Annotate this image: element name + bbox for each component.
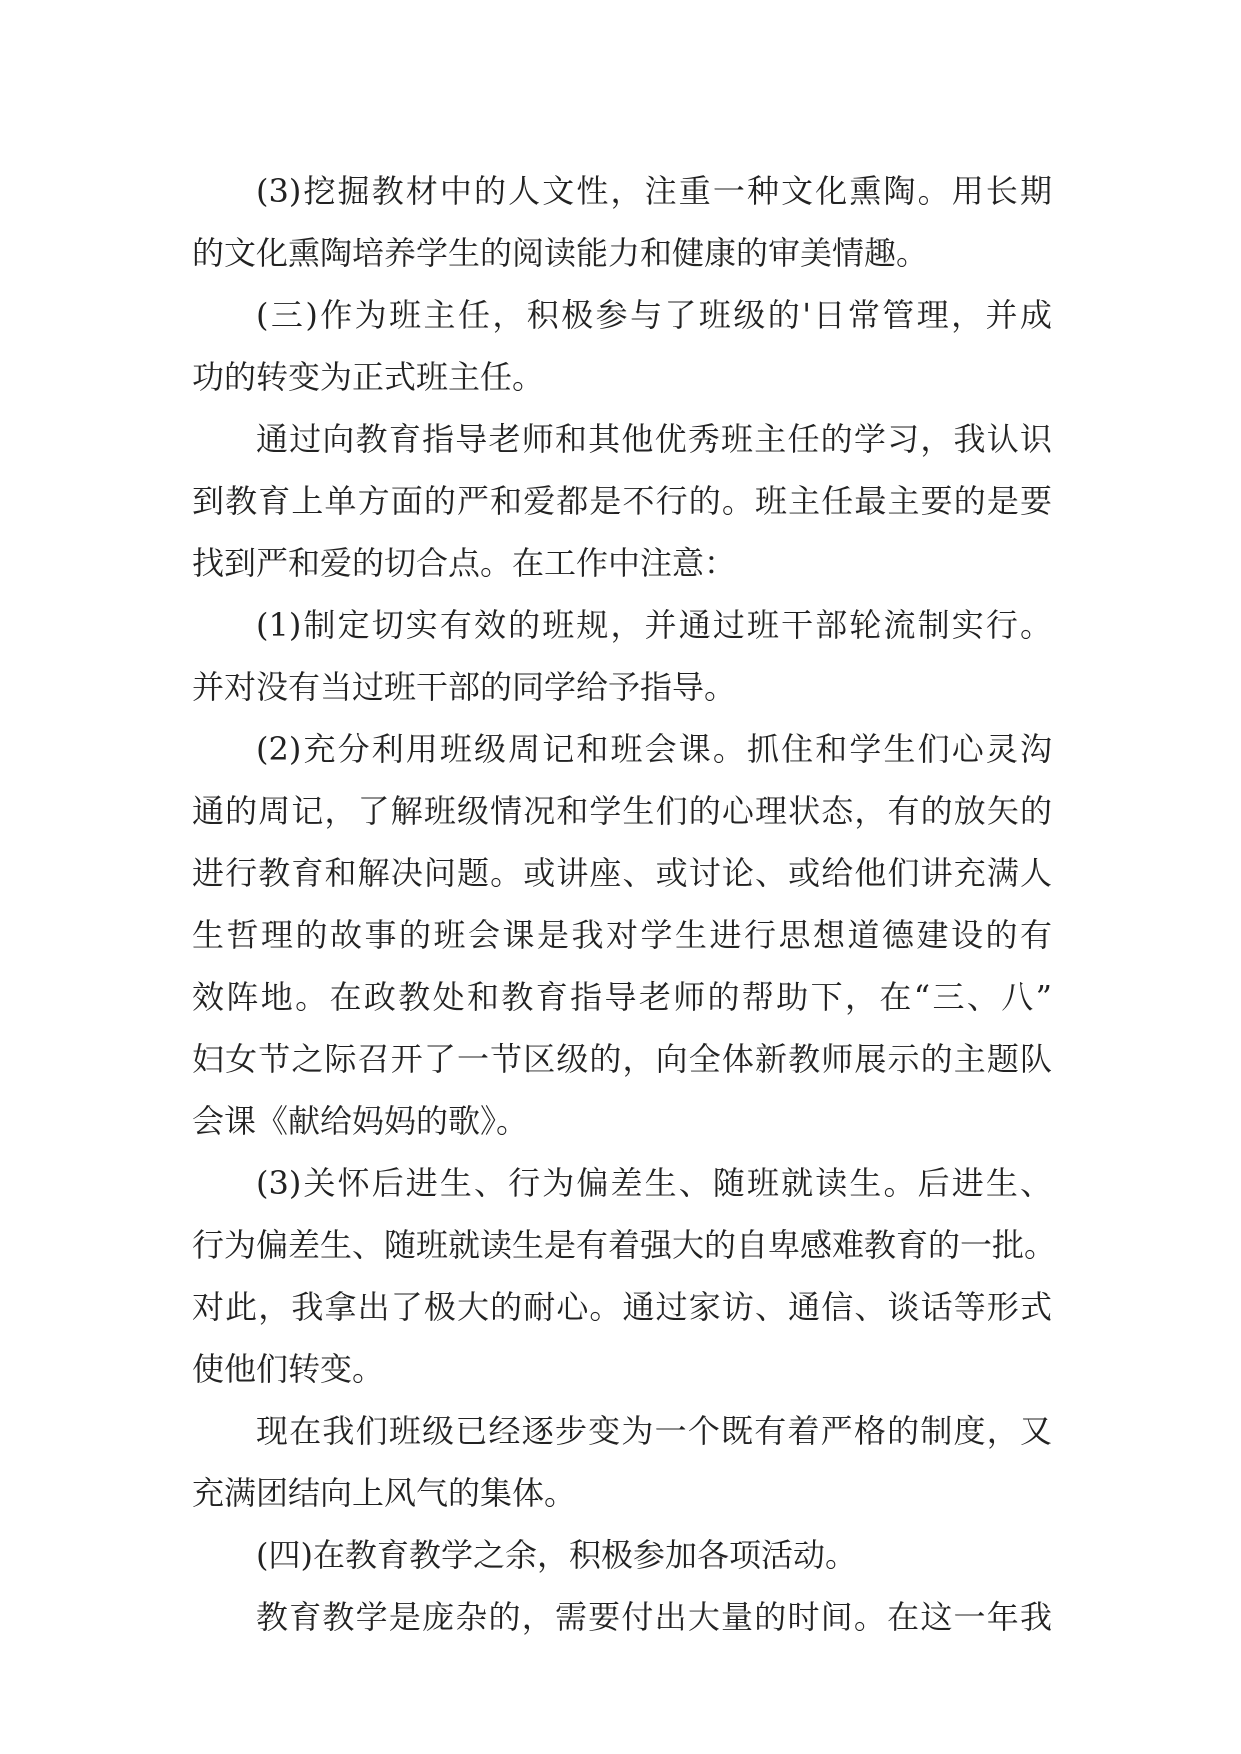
paragraph-line: 并对没有当过班干部的同学给予指导。 — [192, 668, 737, 706]
paragraph-line: 现在我们班级已经逐步变为一个既有着严格的制度，又 — [256, 1412, 1052, 1450]
paragraph-line: 使他们转变。 — [192, 1350, 385, 1388]
paragraph-line: 妇女节之际召开了一节区级的，向全体新教师展示的主题队 — [192, 1040, 1052, 1078]
body-text — [192, 160, 1057, 1648]
paragraph-line: 到教育上单方面的严和爱都是不行的。班主任最主要的是要 — [192, 482, 1052, 520]
paragraph-line: (三)作为班主任，积极参与了班级的'日常管理，并成 — [256, 296, 1052, 334]
paragraph-line: 对此，我拿出了极大的耐心。通过家访、通信、谈话等形式 — [192, 1288, 1052, 1326]
paragraph-line: 生哲理的故事的班会课是我对学生进行思想道德建设的有 — [192, 916, 1052, 954]
paragraph-line: 功的转变为正式班主任。 — [192, 358, 545, 396]
paragraph-line: (2)充分利用班级周记和班会课。抓住和学生们心灵沟 — [256, 730, 1052, 768]
paragraph-line: 充满团结向上风气的集体。 — [192, 1474, 577, 1512]
paragraph-line: 效阵地。在政教处和教育指导老师的帮助下，在“三、八” — [192, 978, 1052, 1016]
paragraph-line: (3)关怀后进生、行为偏差生、随班就读生。后进生、 — [256, 1164, 1052, 1202]
paragraph-line: 的文化熏陶培养学生的阅读能力和健康的审美情趣。 — [192, 234, 929, 272]
paragraph-line: 会课《献给妈妈的歌》。 — [192, 1102, 529, 1140]
paragraph-line: (3)挖掘教材中的人文性，注重一种文化熏陶。用长期 — [256, 172, 1052, 210]
paragraph-line: 通的周记，了解班级情况和学生们的心理状态，有的放矢的 — [192, 792, 1052, 830]
paragraph-line: 教育教学是庞杂的，需要付出大量的时间。在这一年我 — [256, 1598, 1052, 1636]
paragraph-line: 进行教育和解决问题。或讲座、或讨论、或给他们讲充满人 — [192, 854, 1052, 892]
paragraph-line: 找到严和爱的切合点。在工作中注意： — [192, 544, 737, 582]
paragraph-line: 行为偏差生、随班就读生是有着强大的自卑感难教育的一批。 — [192, 1226, 1057, 1264]
paragraph-line: 通过向教育指导老师和其他优秀班主任的学习，我认识 — [256, 420, 1052, 458]
paragraph-line: (1)制定切实有效的班规，并通过班干部轮流制实行。 — [256, 606, 1052, 644]
paragraph-line: (四)在教育教学之余，积极参加各项活动。 — [256, 1536, 857, 1574]
